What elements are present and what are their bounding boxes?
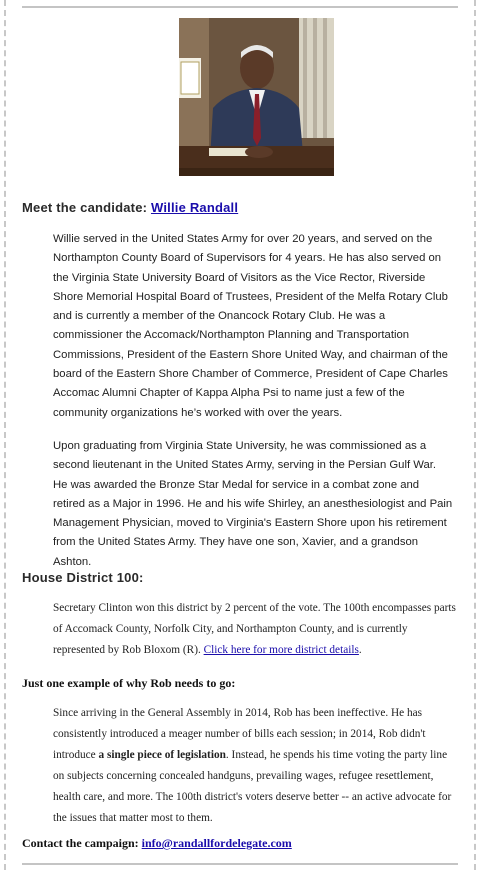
example-paragraph <box>53 703 458 829</box>
example-text-before: Since arriving in the General Assembly in 2014, Rob has been ineffective. He has consistently introduced a meager number of bills each session; in 2014, Rob didn't introduce <box>53 707 426 761</box>
example-heading: Just one example of why Rob needs to go: <box>22 676 236 690</box>
bio-paragraph-2: Upon graduating from Virginia State University, he was commissioned as a second lieutenant in the United States Army, serving in the Persian Gulf War. He was awarded the Bronze Star Medal for service in a combat zone and retired as a Major in 1996. He and his wife Shirley, an anesthesiologist and Pain Management Physician, moved to Virginia's Eastern Shore upon his retirement from the United States Army. They have one son, Xavier, and a grandson Ashton. <box>53 440 453 568</box>
bottom-divider <box>22 863 458 865</box>
district-details-link[interactable]: Click here for more district details <box>203 644 359 656</box>
contact-label: Contact the campaign: <box>22 836 139 850</box>
heading-label: Meet the candidate: <box>22 200 148 215</box>
contact-line <box>22 836 292 851</box>
example-bold: a single piece of legislation <box>98 749 226 761</box>
example-text-after: . Instead, he spends his time voting the party line on subjects concerning concealed handguns, prevailing wages, refugee resettlement, health care, and more. The 100th district's voters deserve better -- an active advocate for the issues that matter most to them. <box>53 749 452 824</box>
candidate-photo <box>179 18 334 176</box>
contact-email-link[interactable]: info@randallfordelegate.com <box>141 836 292 850</box>
district-heading: House District 100: <box>22 570 144 585</box>
left-border <box>4 0 6 870</box>
top-divider <box>22 6 458 8</box>
right-border <box>474 0 476 870</box>
candidate-name-link[interactable]: Willie Randall <box>150 200 239 215</box>
bio-paragraph-1: Willie served in the United States Army for over 20 years, and served on the Northampton County Board of Supervisors for 4 years. He has also served on the Virginia State University Board of Visitors as the Vice Rector, Riverside Shore Memorial Hospital Board of Trustees, President of the Melfa Rotary Club and is currently a member of the Onancock Rotary Club. He was a commissioner the Accomack/Northampton Planning and Transportation Commissions, President of the Eastern Shore United Way, and chairman of the board of the Eastern Shore Chamber of Commerce, President of Cape Charles Accomac Alumni Chapter of Kappa Alpha Psi to name just a few of the community organizations he’s worked with over the years. <box>53 233 448 419</box>
district-paragraph <box>53 598 458 661</box>
district-text: Secretary Clinton won this district by 2 percent of the vote. The 100th encompasses parts of Accomack County, Norfolk City, and Northampton County, and is currently represented by Rob Bloxom (R). <box>53 602 456 656</box>
district-text-end: . <box>358 644 362 656</box>
meet-candidate-heading <box>22 200 238 215</box>
